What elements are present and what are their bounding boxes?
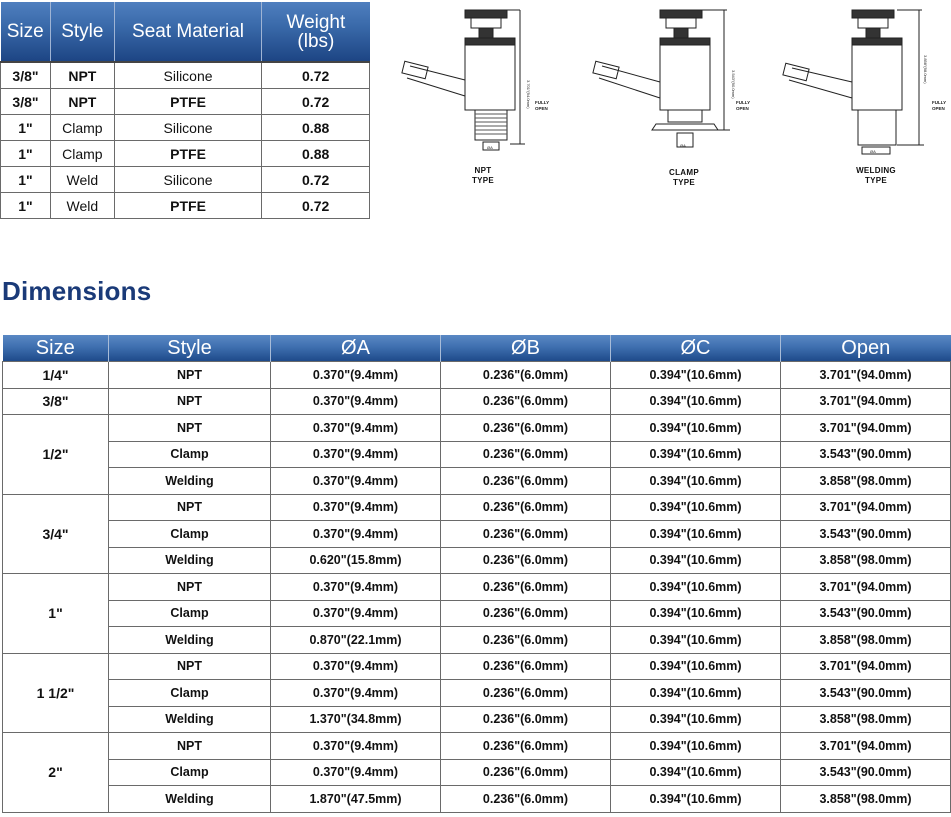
cell-open: 3.858"(98.0mm) xyxy=(781,786,951,813)
cell-a: 0.370"(9.4mm) xyxy=(271,600,441,627)
cell-style: Welding xyxy=(109,547,271,574)
cell-open: 3.543"(90.0mm) xyxy=(781,441,951,468)
table-row xyxy=(1,167,370,193)
header-diameter-b: ØB xyxy=(441,335,611,362)
svg-text:ØA: ØA xyxy=(487,145,493,150)
cell-style: Weld xyxy=(50,167,114,193)
svg-text:OPEN: OPEN xyxy=(535,106,548,111)
cell-b: 0.236"(6.0mm) xyxy=(441,574,611,601)
svg-text:FULLY: FULLY xyxy=(932,100,947,105)
cell-style: Welding xyxy=(109,468,271,495)
cell-a: 1.370"(34.8mm) xyxy=(271,706,441,733)
cell-style: Welding xyxy=(109,627,271,654)
header-style: Style xyxy=(109,335,271,362)
table-row xyxy=(1,115,370,141)
cell-open: 3.543"(90.0mm) xyxy=(781,521,951,548)
cell-open: 3.701"(94.0mm) xyxy=(781,388,951,415)
cell-b: 0.236"(6.0mm) xyxy=(441,547,611,574)
cell-open: 3.701"(94.0mm) xyxy=(781,494,951,521)
cell-b: 0.236"(6.0mm) xyxy=(441,600,611,627)
cell-b: 0.236"(6.0mm) xyxy=(441,759,611,786)
cell-style: NPT xyxy=(50,62,114,89)
cell-size: 1" xyxy=(1,193,51,219)
cell-style: NPT xyxy=(109,494,271,521)
welding-type-label: WELDING TYPE xyxy=(856,166,896,185)
svg-text:FULLY: FULLY xyxy=(535,100,550,105)
cell-style: NPT xyxy=(109,653,271,680)
table-row xyxy=(3,521,951,548)
cell-a: 0.370"(9.4mm) xyxy=(271,521,441,548)
cell-a: 0.370"(9.4mm) xyxy=(271,653,441,680)
cell-size: 1 1/2" xyxy=(3,653,109,733)
npt-type-diagram xyxy=(385,0,575,200)
cell-open: 3.543"(90.0mm) xyxy=(781,759,951,786)
dimensions-table-header xyxy=(3,335,951,362)
cell-c: 0.394"(10.6mm) xyxy=(611,468,781,495)
npt-type-label: NPT TYPE xyxy=(471,166,495,185)
cell-c: 0.394"(10.6mm) xyxy=(611,600,781,627)
cell-style: NPT xyxy=(109,733,271,760)
table-row xyxy=(3,441,951,468)
svg-text:ØA: ØA xyxy=(680,143,686,148)
cell-a: 0.370"(9.4mm) xyxy=(271,680,441,707)
table-row xyxy=(3,574,951,601)
table-row xyxy=(3,653,951,680)
cell-material: Silicone xyxy=(114,167,262,193)
cell-c: 0.394"(10.6mm) xyxy=(611,653,781,680)
table-row xyxy=(3,706,951,733)
cell-b: 0.236"(6.0mm) xyxy=(441,733,611,760)
welding-dimension-label: 3.858"(98.0mm) xyxy=(923,55,928,84)
cell-weight: 0.72 xyxy=(262,193,370,219)
cell-style: Clamp xyxy=(109,600,271,627)
cell-open: 3.543"(90.0mm) xyxy=(781,600,951,627)
cell-c: 0.394"(10.6mm) xyxy=(611,733,781,760)
svg-text:OPEN: OPEN xyxy=(736,106,749,111)
table-row xyxy=(3,494,951,521)
cell-style: NPT xyxy=(109,362,271,389)
cell-b: 0.236"(6.0mm) xyxy=(441,627,611,654)
cell-a: 0.620"(15.8mm) xyxy=(271,547,441,574)
clamp-dimension-label: 3.543"(90.0mm) xyxy=(731,70,736,99)
cell-open: 3.858"(98.0mm) xyxy=(781,627,951,654)
cell-open: 3.858"(98.0mm) xyxy=(781,468,951,495)
cell-a: 0.370"(9.4mm) xyxy=(271,362,441,389)
table-row xyxy=(3,786,951,813)
table-row xyxy=(3,733,951,760)
table-row xyxy=(1,89,370,115)
cell-material: PTFE xyxy=(114,141,262,167)
table-row xyxy=(3,415,951,442)
cell-style: Clamp xyxy=(109,759,271,786)
cell-c: 0.394"(10.6mm) xyxy=(611,680,781,707)
header-style: Style xyxy=(50,2,114,62)
cell-material: Silicone xyxy=(114,115,262,141)
cell-open: 3.701"(94.0mm) xyxy=(781,362,951,389)
cell-size: 3/8" xyxy=(3,388,109,415)
header-size: Size xyxy=(1,2,51,62)
cell-style: Welding xyxy=(109,786,271,813)
cell-a: 1.870"(47.5mm) xyxy=(271,786,441,813)
cell-weight: 0.88 xyxy=(262,141,370,167)
cell-size: 3/8" xyxy=(1,62,51,89)
cell-b: 0.236"(6.0mm) xyxy=(441,415,611,442)
svg-text:FULLY: FULLY xyxy=(736,100,751,105)
cell-size: 1/2" xyxy=(3,415,109,495)
cell-style: Clamp xyxy=(109,441,271,468)
cell-style: Clamp xyxy=(50,141,114,167)
weight-table xyxy=(0,2,370,219)
cell-b: 0.236"(6.0mm) xyxy=(441,494,611,521)
cell-style: Weld xyxy=(50,193,114,219)
clamp-type-label: CLAMP TYPE xyxy=(669,168,699,187)
cell-open: 3.701"(94.0mm) xyxy=(781,415,951,442)
cell-weight: 0.88 xyxy=(262,115,370,141)
cell-style: Clamp xyxy=(109,521,271,548)
cell-c: 0.394"(10.6mm) xyxy=(611,494,781,521)
header-weight-line2: (lbs) xyxy=(297,30,335,52)
cell-c: 0.394"(10.6mm) xyxy=(611,547,781,574)
table-row xyxy=(3,468,951,495)
table-row xyxy=(3,388,951,415)
cell-material: PTFE xyxy=(114,89,262,115)
cell-c: 0.394"(10.6mm) xyxy=(611,388,781,415)
cell-c: 0.394"(10.6mm) xyxy=(611,441,781,468)
weight-table-header xyxy=(1,2,370,62)
header-weight-line1: Weight xyxy=(286,11,346,33)
cell-b: 0.236"(6.0mm) xyxy=(441,468,611,495)
cell-a: 0.370"(9.4mm) xyxy=(271,759,441,786)
cell-a: 0.370"(9.4mm) xyxy=(271,468,441,495)
cell-a: 0.370"(9.4mm) xyxy=(271,441,441,468)
cell-b: 0.236"(6.0mm) xyxy=(441,786,611,813)
cell-open: 3.858"(98.0mm) xyxy=(781,547,951,574)
npt-dimension-label: 3.701"(94.0mm) xyxy=(526,80,531,109)
header-weight xyxy=(262,2,370,62)
dimensions-table xyxy=(2,335,951,813)
cell-a: 0.370"(9.4mm) xyxy=(271,494,441,521)
svg-text:OPEN: OPEN xyxy=(932,106,945,111)
cell-weight: 0.72 xyxy=(262,89,370,115)
cell-c: 0.394"(10.6mm) xyxy=(611,574,781,601)
cell-b: 0.236"(6.0mm) xyxy=(441,680,611,707)
header-seat-material: Seat Material xyxy=(114,2,262,62)
cell-size: 3/4" xyxy=(3,494,109,574)
table-row xyxy=(3,759,951,786)
cell-material: PTFE xyxy=(114,193,262,219)
table-row xyxy=(1,193,370,219)
header-size: Size xyxy=(3,335,109,362)
cell-a: 0.370"(9.4mm) xyxy=(271,388,441,415)
header-diameter-a: ØA xyxy=(271,335,441,362)
cell-c: 0.394"(10.6mm) xyxy=(611,706,781,733)
svg-text:ØA: ØA xyxy=(870,149,876,154)
cell-a: 0.870"(22.1mm) xyxy=(271,627,441,654)
table-row xyxy=(3,627,951,654)
cell-style: NPT xyxy=(50,89,114,115)
cell-a: 0.370"(9.4mm) xyxy=(271,733,441,760)
cell-b: 0.236"(6.0mm) xyxy=(441,441,611,468)
cell-c: 0.394"(10.6mm) xyxy=(611,415,781,442)
cell-c: 0.394"(10.6mm) xyxy=(611,786,781,813)
cell-weight: 0.72 xyxy=(262,62,370,89)
cell-b: 0.236"(6.0mm) xyxy=(441,653,611,680)
cell-size: 3/8" xyxy=(1,89,51,115)
cell-b: 0.236"(6.0mm) xyxy=(441,521,611,548)
welding-type-diagram xyxy=(762,0,951,200)
cell-size: 1/4" xyxy=(3,362,109,389)
cell-open: 3.858"(98.0mm) xyxy=(781,706,951,733)
table-row xyxy=(1,141,370,167)
table-row xyxy=(3,600,951,627)
cell-b: 0.236"(6.0mm) xyxy=(441,362,611,389)
header-open: Open xyxy=(781,335,951,362)
cell-material: Silicone xyxy=(114,62,262,89)
table-row xyxy=(3,680,951,707)
cell-style: Clamp xyxy=(50,115,114,141)
cell-weight: 0.72 xyxy=(262,167,370,193)
dimensions-title: Dimensions xyxy=(2,276,152,306)
cell-style: NPT xyxy=(109,574,271,601)
cell-open: 3.701"(94.0mm) xyxy=(781,653,951,680)
cell-c: 0.394"(10.6mm) xyxy=(611,521,781,548)
cell-size: 1" xyxy=(3,574,109,654)
header-diameter-c: ØC xyxy=(611,335,781,362)
cell-style: NPT xyxy=(109,415,271,442)
cell-style: NPT xyxy=(109,388,271,415)
table-row xyxy=(1,62,370,89)
cell-b: 0.236"(6.0mm) xyxy=(441,706,611,733)
cell-c: 0.394"(10.6mm) xyxy=(611,627,781,654)
cell-a: 0.370"(9.4mm) xyxy=(271,415,441,442)
table-row xyxy=(3,547,951,574)
cell-style: Welding xyxy=(109,706,271,733)
clamp-type-diagram xyxy=(572,0,762,200)
cell-size: 1" xyxy=(1,167,51,193)
table-row xyxy=(3,362,951,389)
cell-open: 3.543"(90.0mm) xyxy=(781,680,951,707)
cell-style: Clamp xyxy=(109,680,271,707)
cell-c: 0.394"(10.6mm) xyxy=(611,759,781,786)
cell-b: 0.236"(6.0mm) xyxy=(441,388,611,415)
cell-a: 0.370"(9.4mm) xyxy=(271,574,441,601)
cell-open: 3.701"(94.0mm) xyxy=(781,733,951,760)
cell-c: 0.394"(10.6mm) xyxy=(611,362,781,389)
cell-size: 1" xyxy=(1,115,51,141)
cell-open: 3.701"(94.0mm) xyxy=(781,574,951,601)
cell-size: 2" xyxy=(3,733,109,813)
cell-size: 1" xyxy=(1,141,51,167)
